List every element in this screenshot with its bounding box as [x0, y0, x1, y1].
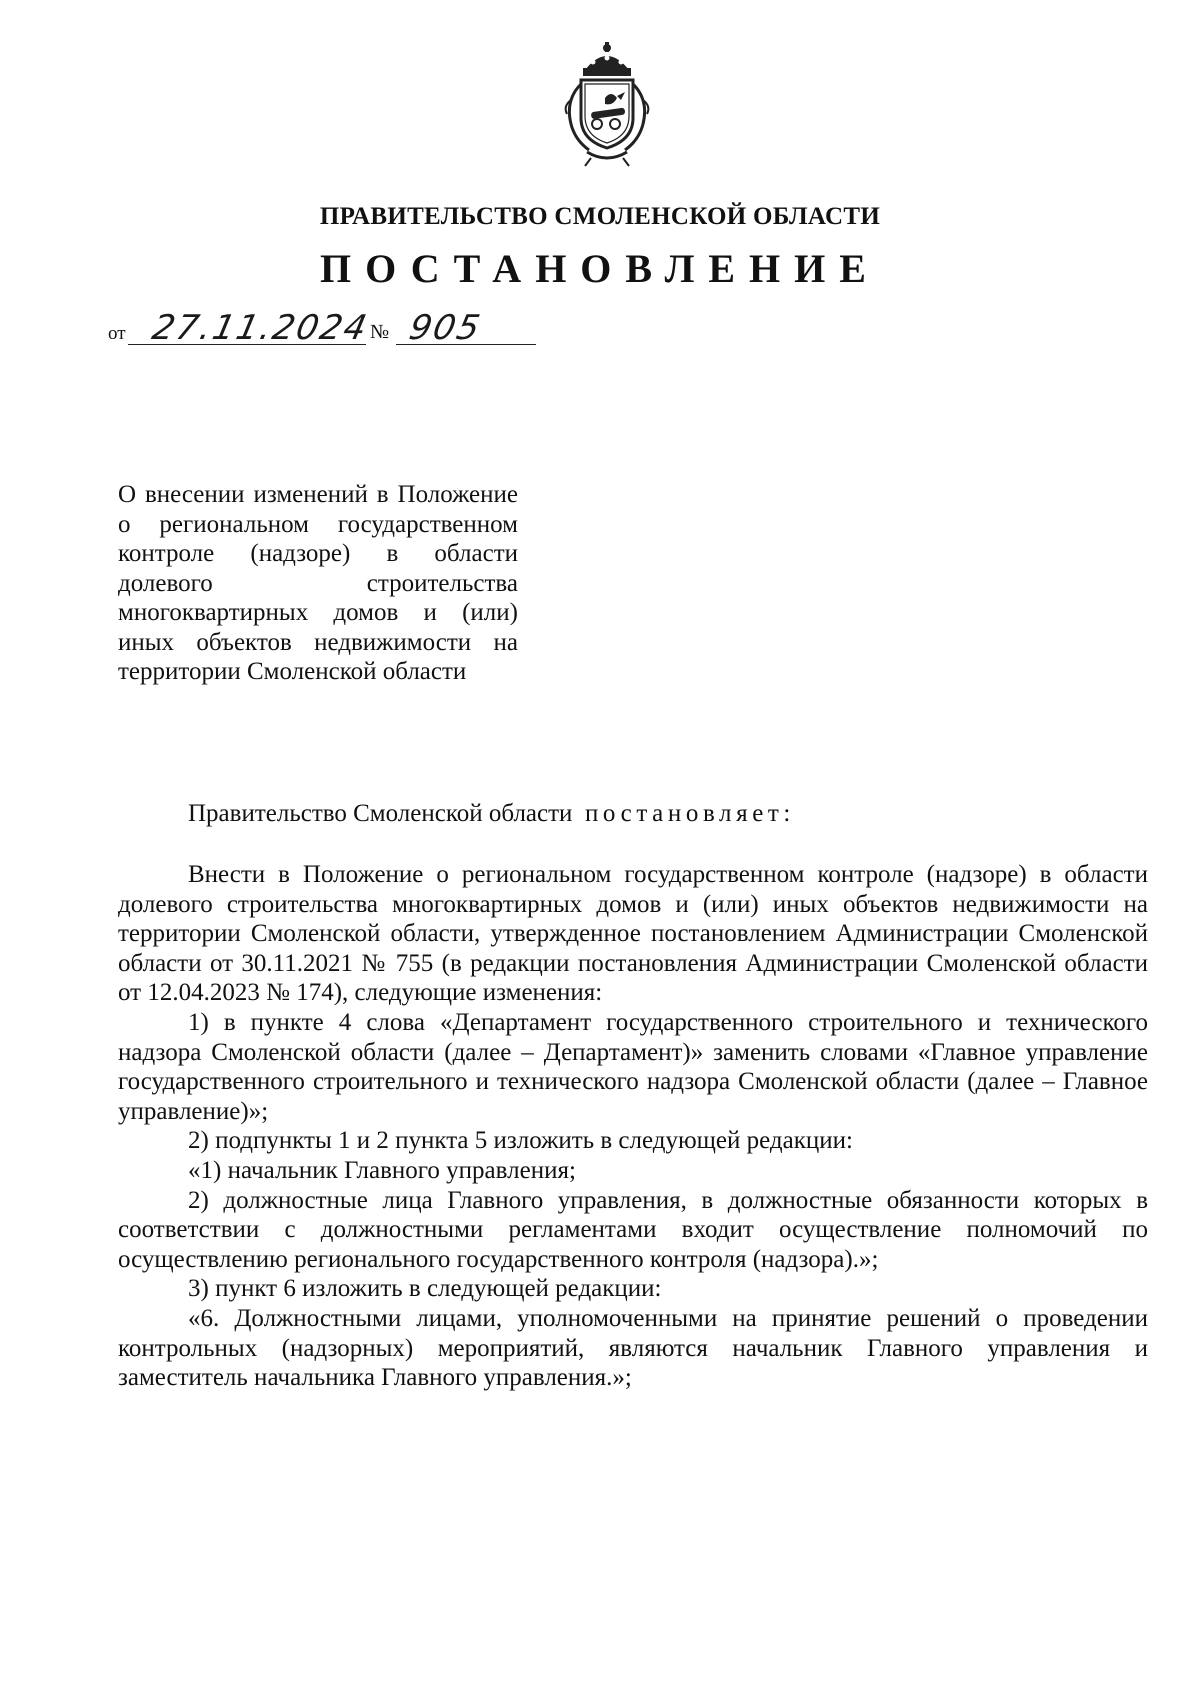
organization-title: ПРАВИТЕЛЬСТВО СМОЛЕНСКОЙ ОБЛАСТИ	[319, 203, 881, 230]
date-underline	[128, 344, 366, 345]
body-paragraph: 2) должностные лица Главного управления, в должностные обязанности которых в соответствии с должностными регламентами входит осуществление полномочий по осуществлению регионального государственного контроля (надзора).»;	[118, 1186, 1148, 1273]
smolensk-coat-of-arms-icon	[555, 40, 659, 168]
date-prefix-label: от	[108, 323, 126, 344]
body-paragraph: «1) начальник Главного управления;	[188, 1156, 576, 1184]
handwritten-number: 905	[405, 308, 486, 348]
body-paragraph: 1) в пункте 4 слова «Департамент государственного строительного и технического надзора Смоленской области (далее – Департамент)» заменить словами «Главное управление государственного строительного и технического надзора Смоленской области (далее – Главное управление)»;	[118, 1008, 1148, 1125]
body-paragraph: Внести в Положение о региональном государственном контроле (надзоре) в области долевого строительства многоквартирных домов и (или) иных объектов недвижимости на территории Смоленской области, утвержденное постановлением Администрации Смоленской области от 30.11.2021 № 755 (в редакции постановления Администрации Смоленской области от 12.04.2023 № 174), следующие изменения:	[118, 861, 1148, 1007]
body-paragraph: «6. Должностными лицами, уполномоченными на принятие решений о проведении контрольных (надзорных) мероприятий, являются начальник Главного управления и заместитель начальника Главного управления.»;	[118, 1304, 1148, 1392]
document-type-title: ПОСТАНОВЛЕНИЕ	[320, 246, 880, 291]
document-subject: О внесении изменений в Положение о региональном государственном контроле (надзоре) в области долевого строительства многоквартирных домов и (или) иных объектов недвижимости на территории Смоленской области	[118, 481, 518, 685]
number-underline	[396, 344, 536, 345]
body-paragraph: 2) подпункты 1 и 2 пункта 5 изложить в следующей редакции:	[188, 1127, 853, 1155]
date-number-line	[108, 308, 548, 348]
body-paragraph: 3) пункт 6 изложить в следующей редакции:	[188, 1275, 662, 1303]
preamble-verb: постановляет:	[584, 800, 795, 827]
preamble-lead: Правительство Смоленской области	[188, 800, 573, 827]
handwritten-date: 27.11.2024	[148, 308, 372, 348]
preamble	[118, 799, 1148, 829]
document-body	[118, 860, 1148, 1393]
number-sign-label: №	[370, 321, 390, 343]
